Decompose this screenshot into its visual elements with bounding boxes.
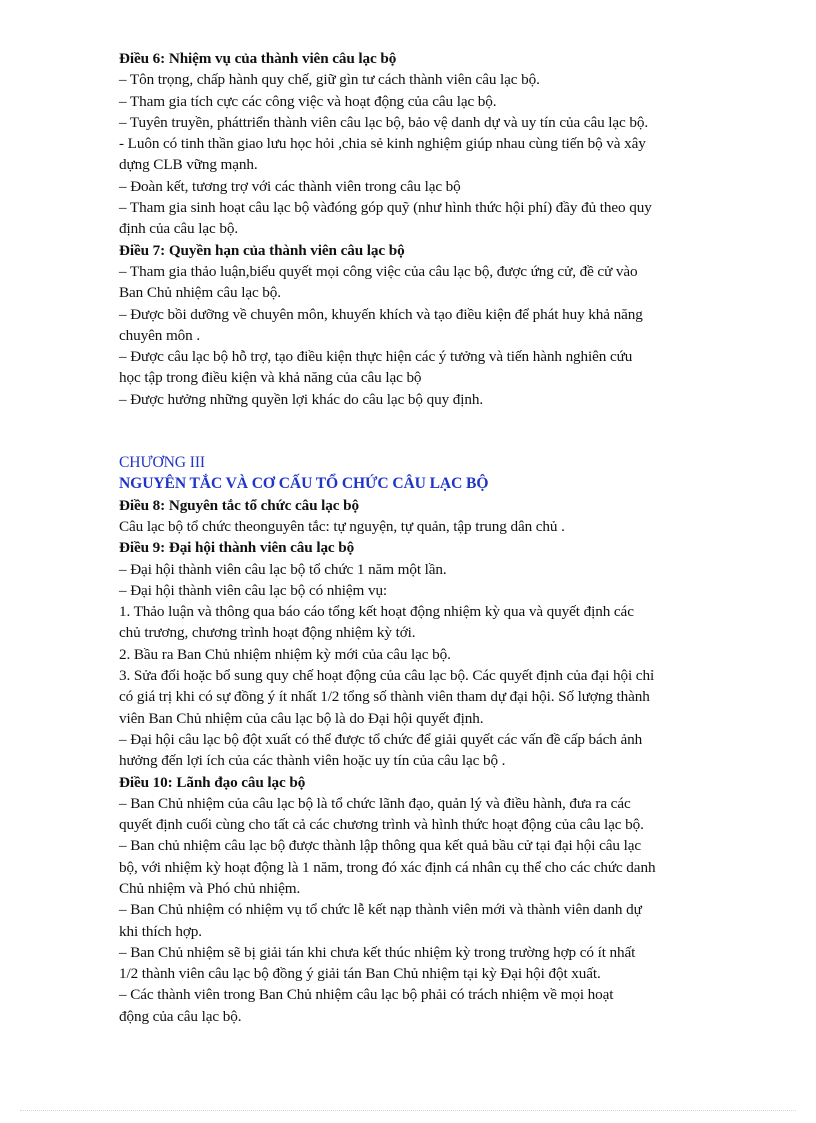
text-line: bộ, với nhiệm kỳ hoạt động là 1 năm, trong đó xác định cá nhân cụ thể cho các chức danh: [119, 858, 656, 876]
text-line: khi thích hợp.: [119, 922, 202, 940]
text-line: - Luôn có tinh thần giao lưu học hỏi ,chia sẻ kinh nghiệm giúp nhau cùng tiến bộ và xây: [119, 135, 646, 153]
text-line: chuyên môn .: [119, 326, 201, 344]
text-line: động của câu lạc bộ.: [119, 1007, 242, 1025]
article-9-heading: Điều 9: Đại hội thành viên câu lạc bộ: [119, 539, 355, 557]
text-line: – Ban Chủ nhiệm sẽ bị giải tán khi chưa kết thúc nhiệm kỳ trong trường hợp có ít nhất: [119, 943, 636, 961]
chapter-title: NGUYÊN TẮC VÀ CƠ CẤU TỔ CHỨC CÂU LẠC BỘ: [119, 475, 489, 493]
text-line: – Đoàn kết, tương trợ với các thành viên trong câu lạc bộ: [119, 177, 461, 195]
text-line: học tập trong điều kiện và khả năng của câu lạc bộ: [119, 369, 422, 387]
article-7: [119, 240, 746, 410]
text-line: – Ban Chủ nhiệm có nhiệm vụ tổ chức lễ kết nạp thành viên mới và thành viên danh dự: [119, 901, 642, 919]
text-line: định của câu lạc bộ.: [119, 220, 239, 238]
article-8: [119, 495, 746, 538]
text-line: – Đại hội câu lạc bộ đột xuất có thể được tổ chức để giải quyết các vấn đề cấp bách ảnh: [119, 730, 643, 748]
text-line: – Ban Chủ nhiệm của câu lạc bộ là tổ chức lãnh đạo, quản lý và điều hành, đưa ra các: [119, 794, 631, 812]
article-8-heading: Điều 8: Nguyên tắc tổ chức câu lạc bộ: [119, 496, 359, 514]
page-bottom-divider: [20, 1110, 796, 1111]
text-line: chủ trương, chương trình hoạt động nhiệm kỳ tới.: [119, 624, 416, 642]
section-spacer: [119, 410, 746, 452]
text-line: hưởng đến lợi ích của các thành viên hoặc uy tín của câu lạc bộ .: [119, 752, 506, 770]
text-line: Ban Chủ nhiệm câu lạc bộ.: [119, 284, 281, 302]
article-10: [119, 772, 746, 1028]
text-line: – Được hưởng những quyền lợi khác do câu lạc bộ quy định.: [119, 390, 484, 408]
text-line: Câu lạc bộ tổ chức theonguyên tắc: tự nguyện, tự quản, tập trung dân chủ .: [119, 517, 565, 535]
chapter-3: [119, 452, 746, 495]
text-line: – Ban chủ nhiệm câu lạc bộ được thành lập thông qua kết quả bầu cử tại đại hội câu lạc: [119, 837, 641, 855]
text-line: 2. Bầu ra Ban Chủ nhiệm nhiệm kỳ mới của câu lạc bộ.: [119, 645, 451, 663]
text-line: 1/2 thành viên câu lạc bộ đồng ý giải tán Ban Chủ nhiệm tại kỳ Đại hội đột xuất.: [119, 965, 601, 983]
text-line: có giá trị khi có sự đồng ý ít nhất 1/2 tổng số thành viên tham dự đại hội. Số lượng thành: [119, 688, 650, 706]
text-line: – Tuyên truyền, pháttriển thành viên câu lạc bộ, bảo vệ danh dự và uy tín của câu lạc bộ.: [119, 113, 649, 131]
article-6-heading: Điều 6: Nhiệm vụ của thành viên câu lạc bộ: [119, 50, 397, 67]
article-10-heading: Điều 10: Lãnh đạo câu lạc bộ: [119, 773, 306, 791]
text-line: – Các thành viên trong Ban Chủ nhiệm câu lạc bộ phải có trách nhiệm về mọi hoạt: [119, 986, 614, 1004]
article-6: [119, 48, 746, 240]
article-7-heading: Điều 7: Quyền hạn của thành viên câu lạc bộ: [119, 241, 405, 259]
article-9: [119, 537, 746, 771]
text-line: 1. Thảo luận và thông qua báo cáo tổng kết hoạt động nhiệm kỳ qua và quyết định các: [119, 603, 634, 621]
text-line: – Đại hội thành viên câu lạc bộ tổ chức 1 năm một lần.: [119, 560, 447, 578]
text-line: 3. Sửa đổi hoặc bổ sung quy chế hoạt động của câu lạc bộ. Các quyết định của đại hội chỉ: [119, 667, 655, 685]
chapter-label: CHƯƠNG III: [119, 454, 206, 472]
text-line: – Tôn trọng, chấp hành quy chế, giữ gìn tư cách thành viên câu lạc bộ.: [119, 71, 540, 89]
text-line: dựng CLB vững mạnh.: [119, 156, 258, 174]
text-line: – Tham gia tích cực các công việc và hoạt động của câu lạc bộ.: [119, 92, 497, 110]
text-line: quyết định cuối cùng cho tất cả các chương trình và hình thức hoạt động của câu lạc bộ.: [119, 816, 644, 834]
text-line: – Tham gia thảo luận,biểu quyết mọi công việc của câu lạc bộ, được ứng cử, đề cử vào: [119, 262, 638, 280]
text-line: – Đại hội thành viên câu lạc bộ có nhiệm vụ:: [119, 581, 388, 599]
text-line: – Được bồi dưỡng về chuyên môn, khuyến khích và tạo điều kiện để phát huy khả năng: [119, 305, 643, 323]
text-line: viên Ban Chủ nhiệm của câu lạc bộ là do Đại hội quyết định.: [119, 709, 484, 727]
text-line: Chủ nhiệm và Phó chủ nhiệm.: [119, 879, 301, 897]
text-line: – Được câu lạc bộ hỗ trợ, tạo điều kiện thực hiện các ý tưởng và tiến hành nghiên cứu: [119, 348, 633, 366]
text-line: – Tham gia sinh hoạt câu lạc bộ vàđóng góp quỹ (như hình thức hội phí) đầy đủ theo quy: [119, 199, 652, 217]
